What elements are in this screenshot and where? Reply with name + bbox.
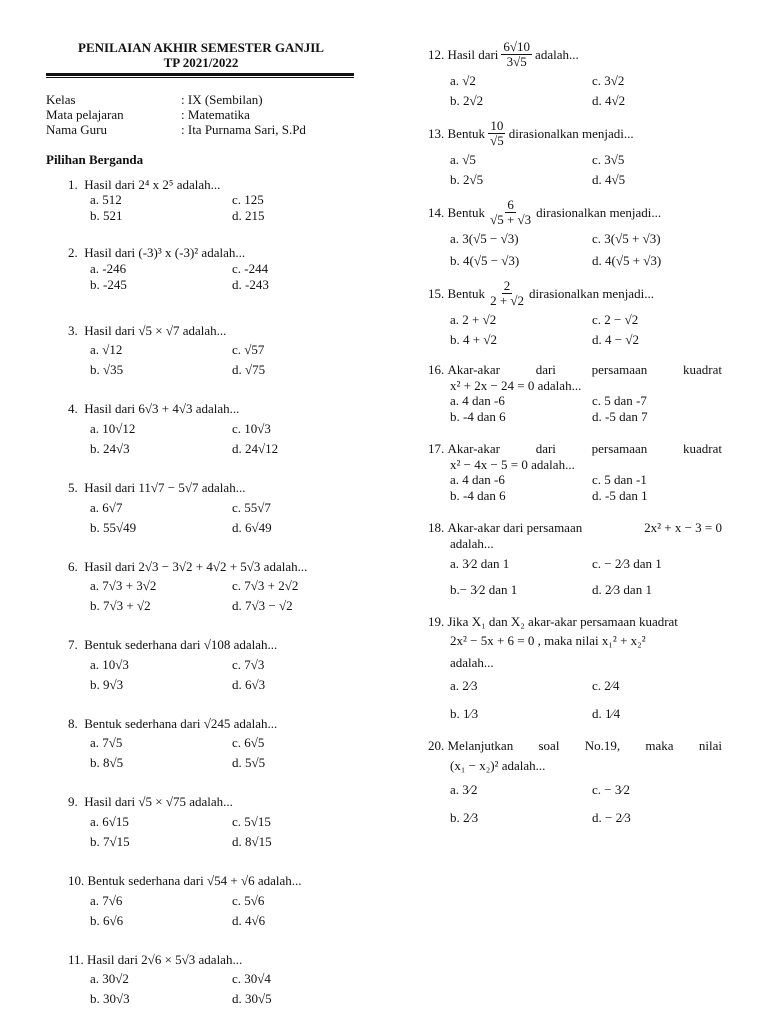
options [46, 893, 366, 929]
option-d: d. √75 [232, 362, 266, 378]
options [428, 472, 728, 504]
question-12 [428, 40, 728, 109]
question-stem: Jika X₁ dan X₂ akar-akar persamaan kuadrat [447, 613, 678, 629]
question-number: 2. [68, 245, 78, 261]
fraction-numerator: 6√10 [503, 39, 531, 54]
option-c: c. 2 − √2 [592, 312, 639, 327]
fraction-denominator: √5 [490, 133, 504, 148]
question-13 [428, 119, 728, 188]
option-a: a. 6√15 [90, 813, 129, 829]
info-row-mapel [46, 107, 366, 122]
option-c: c. 7√3 + 2√2 [232, 578, 299, 594]
question-stem: Hasil dari 6√3 + 4√3 adalah... [84, 401, 240, 417]
question-7 [46, 637, 366, 693]
question-text [46, 177, 366, 193]
question-number: 9. [68, 794, 78, 810]
question-equation: x² + 2x − 24 = 0 adalah... [450, 377, 582, 393]
option-d: d. − 2⁄3 [592, 809, 631, 825]
section-title: Pilihan Berganda [46, 152, 144, 167]
option-d: d. 2⁄3 dan 1 [592, 581, 652, 597]
question-number: 8. [68, 715, 78, 731]
question-number: 14. [428, 204, 445, 220]
option-c: c. -244 [232, 260, 269, 276]
options [46, 657, 366, 693]
option-c: c. − 3⁄2 [592, 781, 631, 797]
options [428, 678, 728, 722]
question-number: 10. [68, 872, 85, 888]
question-number: 4. [68, 401, 78, 417]
question-stem-end: adalah... [450, 654, 494, 670]
question-text [46, 480, 366, 496]
option-d: d. 6√49 [232, 519, 272, 535]
exam-title-line1: PENILAIAN AKHIR SEMESTER GANJIL [78, 40, 324, 55]
question-stem: Hasil dari √5 × √7 adalah... [84, 322, 227, 338]
option-d: d. -243 [232, 276, 269, 292]
option-c: c. 5√15 [232, 813, 271, 829]
option-d: d. -5 dan 1 [592, 488, 648, 504]
question-word: Akar-akar [447, 362, 500, 377]
question-word: persamaan [591, 441, 648, 457]
question-stem: Bentuk sederhana dari √245 adalah... [84, 715, 278, 731]
question-number: 3. [68, 322, 78, 338]
exam-title [46, 40, 356, 70]
question-number-and-word [428, 738, 513, 754]
option-a: a. 7√6 [90, 892, 123, 908]
info-value: : IX (Sembilan) [181, 92, 263, 107]
question-text [428, 198, 728, 227]
option-c: c. 3(√5 + √3) [592, 231, 661, 246]
option-b: b. 55√49 [90, 519, 137, 535]
option-b: b. 9√3 [90, 676, 124, 692]
option-c: c. 125 [232, 192, 264, 208]
question-10 [46, 873, 366, 929]
question-stem: Bentuk [447, 285, 486, 301]
question-1 [46, 177, 366, 225]
question-word: No.19, [584, 738, 621, 754]
question-number-and-word [428, 362, 500, 378]
question-15 [428, 279, 728, 348]
option-b: b. √35 [90, 362, 124, 378]
fraction-denominator: √5 + √3 [490, 212, 532, 227]
question-word: dari [535, 362, 556, 377]
option-d: d. 4√5 [592, 172, 626, 187]
info-block [46, 92, 366, 137]
option-d: d. 4√2 [592, 93, 626, 108]
option-d: d. -5 dan 7 [592, 409, 648, 425]
fraction-denominator: 2 + √2 [490, 293, 525, 308]
option-c: c. 3√5 [592, 152, 625, 167]
option-b: b. -4 dan 6 [450, 409, 506, 425]
option-b: b. -245 [90, 276, 127, 292]
option-a: a. 6√7 [90, 499, 123, 515]
info-key: Nama Guru [46, 122, 108, 137]
question-stem-end: dirasionalkan menjadi... [508, 125, 634, 141]
info-row-kelas [46, 92, 366, 107]
option-d: d. 215 [232, 208, 265, 224]
fraction-numerator: 2 [503, 278, 511, 293]
question-text [46, 873, 366, 889]
question-stem: Hasil dari 2√3 − 3√2 + 4√2 + 5√3 adalah... [84, 558, 308, 574]
option-d: d. 30√5 [232, 991, 272, 1007]
option-a: a. 10√12 [90, 420, 136, 436]
question-number: 1. [68, 176, 78, 192]
info-key: Mata pelajaran [46, 107, 124, 122]
option-b: b. 2⁄3 [450, 809, 479, 825]
question-stem: Akar-akar dari persamaan [447, 520, 583, 536]
option-a: a. 2 + √2 [450, 312, 497, 327]
question-stem: Bentuk sederhana dari √108 adalah... [84, 637, 278, 653]
option-b: b. 7√3 + √2 [90, 598, 151, 614]
question-number: 15. [428, 285, 445, 301]
options [46, 500, 366, 536]
option-b: b. 7√15 [90, 833, 130, 849]
question-equation: 2x² − 5x + 6 = 0 , maka nilai x₁² + x₂² [450, 633, 646, 649]
fraction-denominator: 3√5 [506, 54, 527, 69]
question-text [46, 559, 366, 575]
option-b: b. 4(√5 − √3) [450, 253, 520, 268]
question-number: 7. [68, 637, 78, 653]
option-c: c. 2⁄4 [592, 678, 620, 694]
fraction [488, 119, 506, 148]
question-text [428, 738, 722, 754]
question-19 [428, 614, 728, 723]
option-a: a. 30√2 [90, 971, 129, 987]
option-b: b. 1⁄3 [450, 706, 479, 722]
question-stem-end: dirasionalkan menjadi... [536, 204, 662, 220]
question-14 [428, 198, 728, 269]
question-number: 18. [428, 520, 445, 536]
options [428, 73, 728, 109]
option-c: c. 3√2 [592, 73, 625, 88]
option-a: a. 4 dan -6 [450, 393, 505, 409]
option-a: a. √5 [450, 152, 476, 167]
question-stem-end: adalah... [535, 46, 579, 62]
option-b: b. 8√5 [90, 755, 124, 771]
option-b: b. 521 [90, 208, 123, 224]
fraction [488, 279, 526, 308]
option-c: c. − 2⁄3 dan 1 [592, 555, 662, 571]
option-d: d. 8√15 [232, 833, 272, 849]
question-9 [46, 794, 366, 850]
option-a: a. 7√5 [90, 735, 123, 751]
question-stem: Hasil dari [447, 46, 499, 62]
question-word: dari [535, 441, 556, 457]
fraction [488, 198, 533, 227]
question-text [428, 614, 728, 630]
question-number: 19. [428, 613, 445, 629]
option-c: c. 5√6 [232, 892, 265, 908]
question-equation: (x₁ − x₂)² adalah... [450, 757, 546, 773]
options [46, 421, 366, 457]
fraction-numerator: 10 [490, 118, 504, 133]
exam-title-line2: TP 2021/2022 [163, 55, 239, 70]
option-b: b. 4 + √2 [450, 332, 497, 347]
question-text [428, 441, 722, 457]
option-a: a. √12 [90, 342, 123, 358]
option-a: a. 512 [90, 192, 122, 208]
question-text [428, 279, 728, 308]
question-stem: Hasil dari √5 × √75 adalah... [84, 794, 233, 810]
question-8 [46, 716, 366, 772]
question-word: kuadrat [683, 441, 722, 457]
options [428, 393, 728, 425]
question-equation: x² − 4x − 5 = 0 adalah... [450, 456, 575, 472]
options [428, 231, 728, 269]
left-column [46, 40, 366, 1007]
question-word: nilai [698, 738, 722, 754]
question-number: 13. [428, 125, 445, 141]
options [428, 152, 728, 188]
option-c: c. 7√3 [232, 656, 265, 672]
options [428, 312, 728, 348]
question-word: maka [645, 738, 674, 754]
options [46, 192, 366, 224]
option-d: d. 5√5 [232, 755, 266, 771]
question-stem: Hasil dari 2⁴ x 2⁵ adalah... [84, 176, 221, 192]
title-rule-thick [46, 73, 354, 76]
question-number: 20. [428, 738, 445, 754]
question-number-and-word [428, 441, 500, 457]
options [46, 814, 366, 850]
question-3 [46, 323, 366, 379]
options [428, 782, 728, 826]
question-stem: Hasil dari 11√7 − 5√7 adalah... [84, 479, 246, 495]
question-number: 16. [428, 362, 445, 377]
option-d: d. 24√12 [232, 440, 279, 456]
option-b: b. 6√6 [90, 912, 124, 928]
question-number: 6. [68, 558, 78, 574]
question-text [46, 716, 366, 732]
options [46, 261, 366, 293]
question-number: 11. [68, 951, 84, 967]
option-c: c. 6√5 [232, 735, 265, 751]
question-text [46, 401, 366, 417]
option-d: d. 4 − √2 [592, 332, 639, 347]
question-20 [428, 738, 728, 825]
option-c: c. 55√7 [232, 499, 271, 515]
question-text [46, 794, 366, 810]
option-b: b. 30√3 [90, 991, 130, 1007]
question-equation: 2x² + x − 3 = 0 [644, 520, 722, 536]
question-text [46, 637, 366, 653]
options [46, 971, 366, 1007]
question-word: soal [538, 738, 560, 754]
options [46, 578, 366, 614]
info-key: Kelas [46, 92, 76, 107]
fraction [501, 40, 532, 69]
question-4 [46, 401, 366, 457]
option-d: d. 1⁄4 [592, 706, 621, 722]
question-18 [428, 520, 728, 597]
question-text [428, 362, 722, 378]
option-d: d. 7√3 − √2 [232, 598, 293, 614]
question-stem-wrap [428, 520, 582, 536]
question-2 [46, 245, 366, 293]
question-text [428, 119, 728, 148]
option-c: c. 30√4 [232, 971, 271, 987]
question-16 [428, 362, 728, 425]
option-a: a. √2 [450, 73, 476, 88]
option-c: c. 10√3 [232, 420, 271, 436]
question-word: kuadrat [683, 362, 722, 377]
question-number: 12. [428, 46, 445, 62]
option-d: d. 6√3 [232, 676, 266, 692]
question-text [46, 245, 366, 261]
question-stem: Bentuk [447, 125, 486, 141]
option-a: a. 3(√5 − √3) [450, 231, 519, 246]
info-row-guru [46, 122, 366, 137]
options [428, 556, 728, 598]
info-value: : Matematika [181, 107, 250, 122]
question-text [428, 520, 722, 536]
option-b: b. 24√3 [90, 440, 130, 456]
options [46, 735, 366, 771]
question-6 [46, 559, 366, 615]
option-d: d. 4√6 [232, 912, 266, 928]
option-a: a. -246 [90, 260, 127, 276]
fraction-numerator: 6 [507, 197, 514, 212]
question-stem-end: dirasionalkan menjadi... [529, 285, 654, 301]
option-a: a. 7√3 + 3√2 [90, 578, 157, 594]
option-d: d. 4(√5 + √3) [592, 253, 662, 268]
question-text [428, 40, 728, 69]
right-column [428, 40, 728, 826]
question-stem: Bentuk sederhana dari √54 + √6 adalah... [87, 872, 302, 888]
option-a: a. 10√3 [90, 656, 129, 672]
option-a: a. 3⁄2 [450, 781, 478, 797]
question-5 [46, 480, 366, 536]
option-a: a. 2⁄3 [450, 678, 478, 694]
option-c: c. √57 [232, 342, 265, 358]
option-c: c. 5 dan -7 [592, 393, 647, 409]
question-text [46, 323, 366, 339]
options [46, 342, 366, 378]
title-rule-thin [46, 77, 354, 78]
question-text [46, 952, 366, 968]
info-value: : Ita Purnama Sari, S.Pd [181, 122, 306, 137]
option-a: a. 3⁄2 dan 1 [450, 555, 510, 571]
option-c: c. 5 dan -1 [592, 472, 647, 488]
question-number: 17. [428, 441, 445, 457]
question-stem-end: adalah... [450, 535, 494, 551]
question-word: Akar-akar [447, 441, 500, 457]
option-b: b. -4 dan 6 [450, 488, 506, 504]
question-11 [46, 952, 366, 1008]
option-b: b. 2√2 [450, 93, 484, 108]
question-word: Melanjutkan [447, 738, 514, 754]
question-stem: Bentuk [447, 204, 486, 220]
question-17 [428, 441, 728, 504]
option-b: b.− 3⁄2 dan 1 [450, 581, 518, 597]
question-word: persamaan [591, 362, 648, 377]
option-b: b. 2√5 [450, 172, 484, 187]
question-stem: Hasil dari (-3)³ x (-3)² adalah... [84, 245, 246, 261]
question-stem: Hasil dari 2√6 × 5√3 adalah... [87, 951, 243, 967]
option-a: a. 4 dan -6 [450, 472, 505, 488]
question-number: 5. [68, 479, 78, 495]
